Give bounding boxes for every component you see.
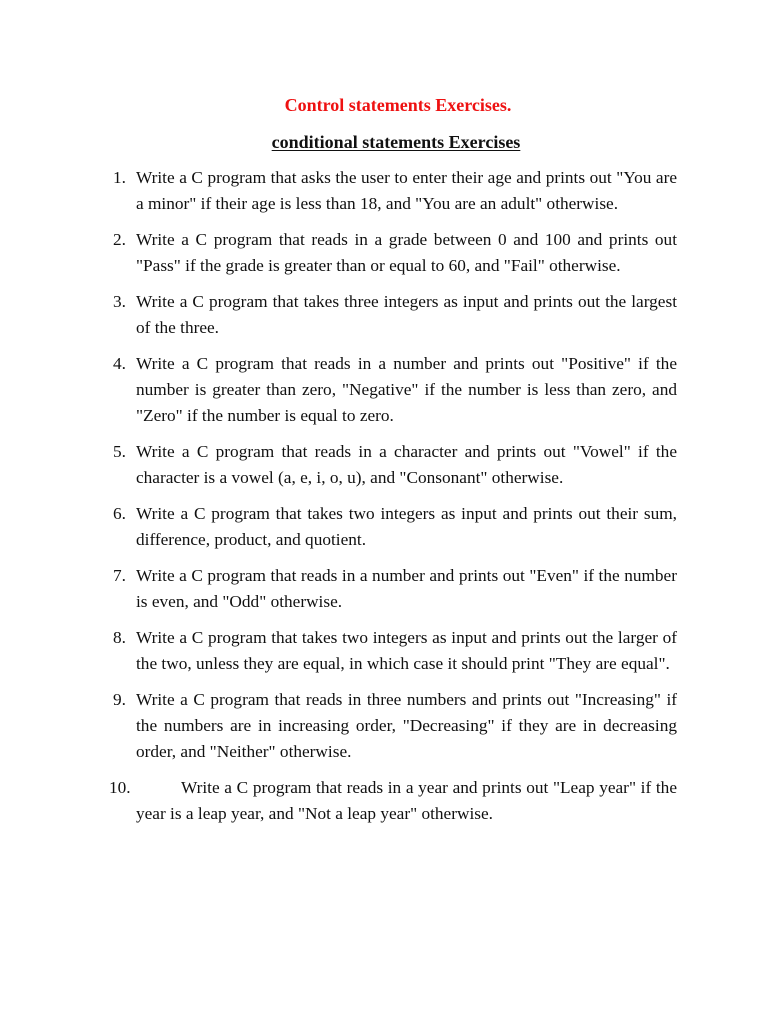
exercise-item [109, 227, 677, 279]
document-subtitle: conditional statements Exercises [271, 132, 521, 152]
exercise-number: 3. [113, 292, 126, 311]
exercise-list [109, 165, 677, 837]
exercise-text: Write a C program that reads in three numbers and prints out "Increasing" if the numbers are in increasing order, "Decreasing" if they are in decreasing order, and "Neither" otherwise. [136, 690, 677, 761]
exercise-text: Write a C program that reads in a year and prints out "Leap year" if the year is a leap year, and "Not a leap year" otherwise. [136, 778, 677, 823]
exercise-item [109, 165, 677, 217]
exercise-number: 2. [113, 230, 126, 249]
exercise-item [109, 439, 677, 491]
exercise-number: 6. [113, 504, 126, 523]
exercise-text: Write a C program that takes three integers as input and prints out the largest of the three. [136, 292, 677, 337]
exercise-number: 4. [113, 354, 126, 373]
exercise-item [109, 625, 677, 677]
exercise-text: Write a C program that reads in a grade between 0 and 100 and prints out "Pass" if the grade is greater than or equal to 60, and "Fail" otherwise. [136, 230, 677, 275]
exercise-number: 5. [113, 442, 126, 461]
exercise-number: 8. [113, 628, 126, 647]
exercise-text: Write a C program that asks the user to enter their age and prints out "You are a minor" if their age is less than 18, and "You are an adult" otherwise. [136, 168, 677, 213]
exercise-text: Write a C program that reads in a number and prints out "Even" if the number is even, and "Odd" otherwise. [136, 566, 677, 611]
exercise-text: Write a C program that takes two integers as input and prints out the larger of the two, unless they are equal, in which case it should print "They are equal". [136, 628, 677, 673]
exercise-item [109, 501, 677, 553]
exercise-item [109, 351, 677, 429]
exercise-text: Write a C program that reads in a character and prints out "Vowel" if the character is a vowel (a, e, i, o, u), and "Consonant" otherwise. [136, 442, 677, 487]
document-title: Control statements Exercises. [284, 95, 512, 115]
exercise-item [109, 563, 677, 615]
exercise-number: 7. [113, 566, 126, 585]
exercise-text: Write a C program that reads in a number and prints out "Positive" if the number is greater than zero, "Negative" if the number is less than zero, and "Zero" if the number is equal to zero. [136, 354, 677, 425]
exercise-item [109, 289, 677, 341]
exercise-item [109, 775, 677, 827]
exercise-number: 10. [109, 778, 131, 797]
exercise-number: 9. [113, 690, 126, 709]
exercise-item [109, 687, 677, 765]
exercise-number: 1. [113, 168, 126, 187]
exercise-text: Write a C program that takes two integers as input and prints out their sum, difference, product, and quotient. [136, 504, 677, 549]
